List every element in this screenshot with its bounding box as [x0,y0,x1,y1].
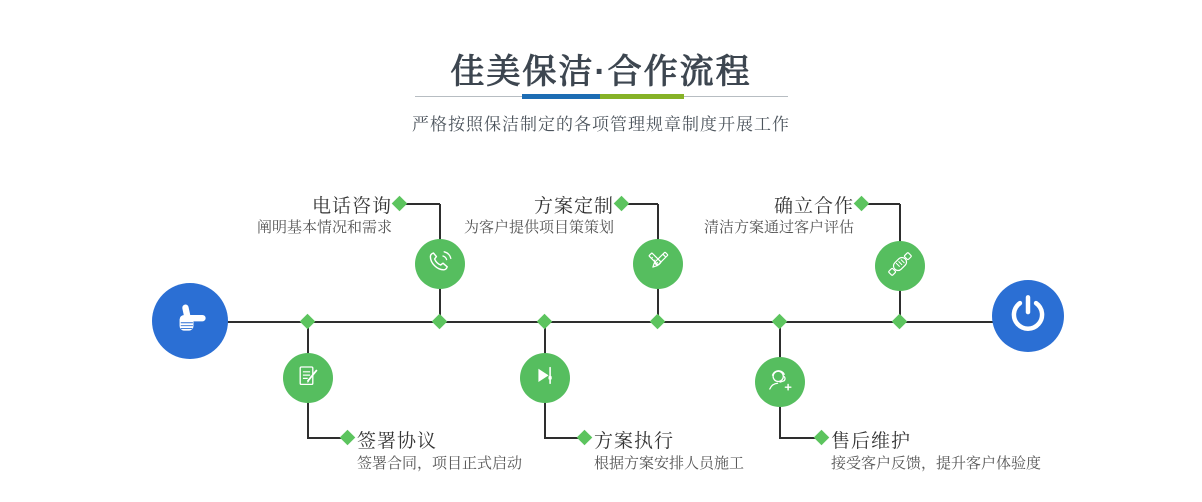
timeline-start-node [152,283,228,359]
step-node-handshake [875,241,925,291]
timeline-end-node [992,280,1064,352]
step-desc: 签署合同，项目正式启动 [357,455,523,472]
step-desc: 根据方案安排人员施工 [594,455,745,472]
step-label: 确立合作 [773,196,854,217]
step-label: 方案定制 [533,196,614,217]
power-icon [1005,291,1051,342]
timeline-node-diamond [300,314,316,330]
step-label: 方案执行 [594,431,675,452]
step-node-play [520,353,570,403]
timeline-node-diamond [772,314,788,330]
title-divider-green-segment [600,94,684,99]
timeline-node-diamond [892,314,908,330]
contract-icon [293,361,323,396]
handshake-icon [885,249,915,284]
label-node-diamond [854,196,870,212]
timeline-node-diamond [537,314,553,330]
label-node-diamond [814,430,830,446]
page-title: 佳美保洁·合作流程 [450,53,752,91]
title-divider-blue-segment [522,94,600,99]
step-node-tools [633,239,683,289]
label-node-diamond [614,196,630,212]
step-desc: 清洁方案通过客户评估 [703,219,854,236]
step-label: 签署协议 [357,431,438,452]
step-desc: 阐明基本情况和需求 [256,219,392,236]
step-label: 售后维护 [831,431,912,452]
timeline-node-diamond [432,314,448,330]
step-desc: 为客户提供项目策策划 [463,219,614,236]
timeline-node-diamond [650,314,666,330]
label-node-diamond [577,430,593,446]
step-desc: 接受客户反馈，提升客户体验度 [831,455,1042,472]
play-icon [530,361,560,396]
step-node-contract [283,353,333,403]
pointing-hand-icon [168,297,212,346]
label-node-diamond [340,430,356,446]
headset-icon [765,365,795,400]
step-node-phone [415,239,465,289]
phone-icon [425,247,455,282]
page-subtitle: 严格按照保洁制定的各项管理规章制度开展工作 [412,115,790,134]
step-label: 电话咨询 [311,196,392,217]
step-node-headset [755,357,805,407]
tools-icon [643,247,673,282]
